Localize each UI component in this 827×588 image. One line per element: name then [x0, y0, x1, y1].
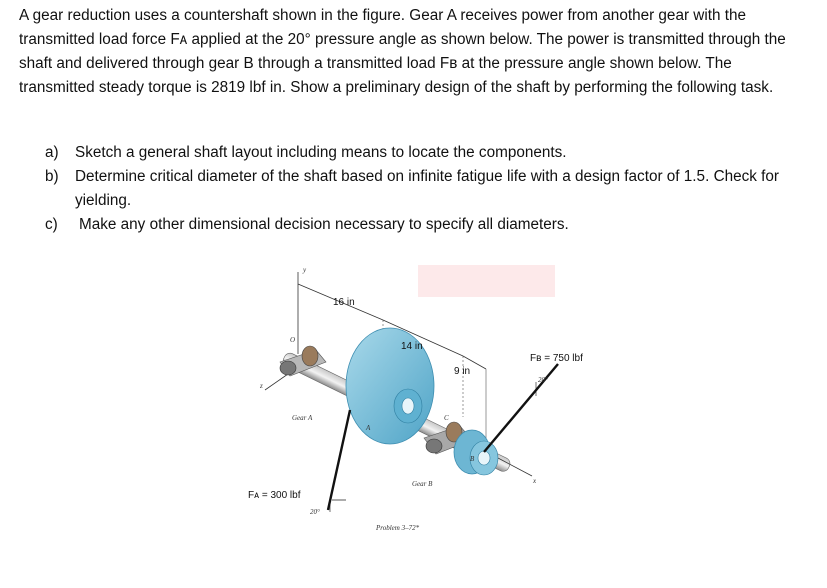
point-b-label: B	[470, 455, 475, 463]
point-a-label: A	[366, 424, 371, 432]
force-b-label: Fʙ = 750 lbf	[530, 353, 583, 364]
force-a-line	[328, 410, 350, 510]
task-text: Sketch a general shaft layout including means to locate the components.	[75, 144, 567, 161]
task-text: Determine critical diameter of the shaft based on infinite fatigue life with a design factor of 1.5. Check for yielding.	[75, 168, 780, 209]
shaft-figure	[240, 262, 610, 552]
task-item	[45, 165, 805, 213]
point-o-label: O	[290, 336, 296, 344]
problem-statement: A gear reduction uses a countershaft shown in the figure. Gear A receives power from another gear with the transmitted load force Fᴀ applied at the 20° pressure angle as shown below. The power is transmitted through the shaft and delivered through gear B through a transmitted load Fʙ at the pressure angle shown below. The transmitted steady torque is 2819 lbf in. Show a preliminary design of the shaft by performing the following task.	[19, 7, 786, 96]
angle-a-label: 20°	[310, 508, 320, 516]
gear-a-label: Gear A	[292, 414, 313, 422]
dimension-9-label: 9 in	[454, 366, 471, 377]
gear-b	[454, 430, 498, 475]
task-item	[45, 141, 805, 165]
task-list	[45, 141, 805, 237]
axis-y-label: y	[303, 266, 307, 274]
force-a-label: Fᴀ = 300 lbf	[248, 490, 301, 501]
gear-b-label: Gear B	[412, 480, 433, 488]
task-item	[45, 213, 805, 237]
dimension-14-label: 14 in	[401, 341, 423, 352]
dimension-16-label: 16 in	[333, 297, 355, 308]
point-c-label: C	[444, 414, 449, 422]
axis-z-label: z	[260, 382, 263, 390]
task-label: c)	[45, 216, 58, 233]
task-text: Make any other dimensional decision necessary to specify all diameters.	[79, 216, 569, 233]
shaft-drawing	[240, 262, 610, 552]
task-label: b)	[45, 168, 59, 185]
axis-x-label: x	[533, 477, 537, 485]
task-label: a)	[45, 144, 59, 161]
figure-caption: Problem 3–72*	[376, 524, 420, 532]
angle-b-label: 20°	[538, 376, 548, 384]
z-axis-line	[265, 374, 288, 390]
